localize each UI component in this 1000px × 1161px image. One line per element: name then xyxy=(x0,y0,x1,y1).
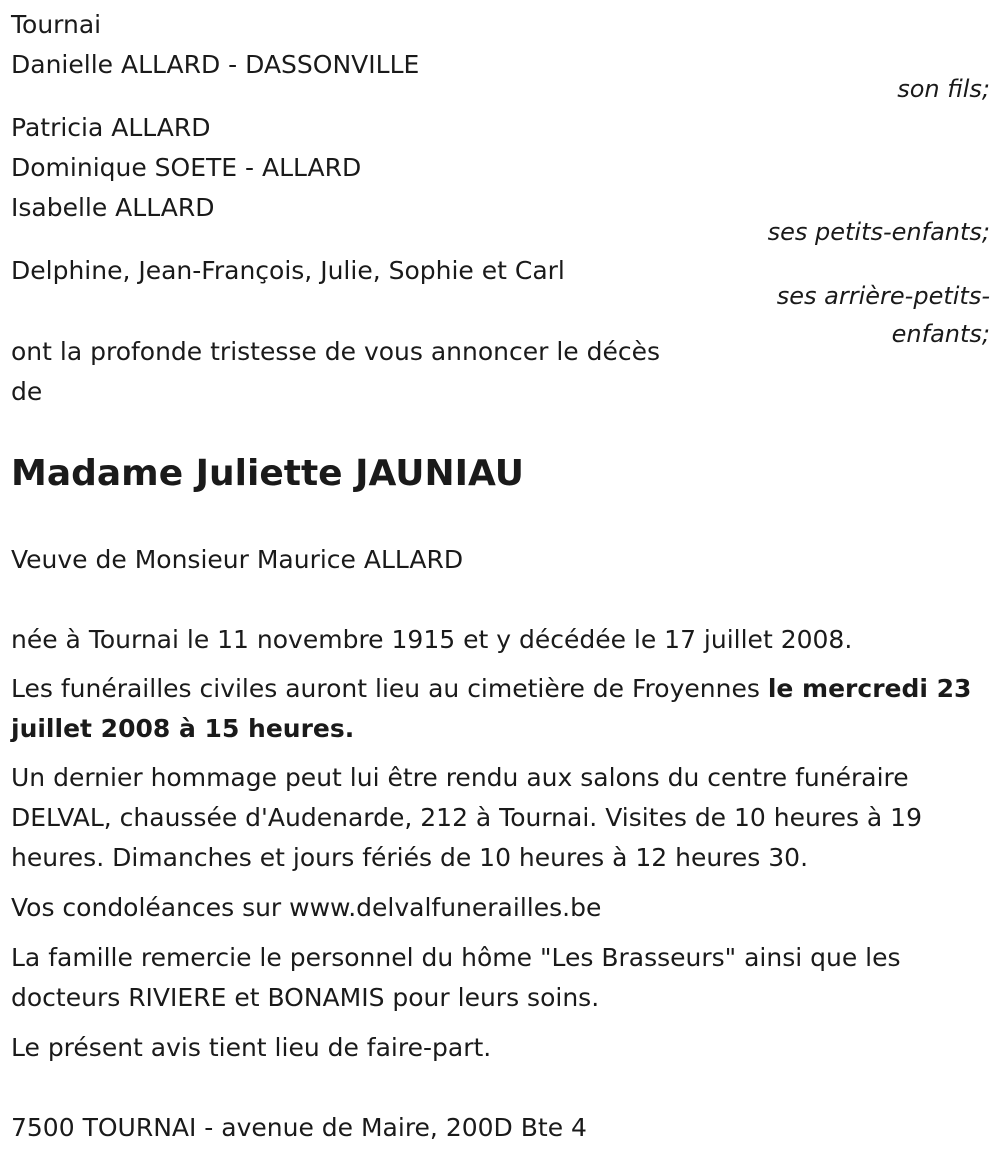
announcement-line: de xyxy=(11,377,43,406)
family-great-grandchildren: Delphine, Jean-François, Julie, Sophie et Carl xyxy=(11,256,565,285)
relation-label-son: son fils; xyxy=(897,75,990,103)
funeral-date: le mercredi 23 juillet 2008 à 15 heures. xyxy=(11,674,972,743)
condolences-info: Vos condoléances sur www.delvalfunerailles.be xyxy=(11,893,602,922)
family-member-grandchild: Isabelle ALLARD xyxy=(11,193,215,222)
notice-info: Le présent avis tient lieu de faire-part. xyxy=(11,1033,492,1062)
family-member-grandchild: Dominique SOETE - ALLARD xyxy=(11,153,362,182)
tribute-info: Un dernier hommage peut lui être rendu aux salons du centre funéraire DELVAL, chaussée d'Audenarde, 212 à Tournai. Visites de 10 heures à 19 heures. Dimanches et jours fériés de 10 heures à 12 heures 30. xyxy=(11,763,922,872)
deceased-name: Madame Juliette JAUNIAU xyxy=(11,453,525,494)
funeral-text: Les funérailles civiles auront lieu au cimetière de Froyennes xyxy=(11,674,768,703)
address: 7500 TOURNAI - avenue de Maire, 200D Bte 4 xyxy=(11,1113,587,1142)
family-member-grandchild: Patricia ALLARD xyxy=(11,113,211,142)
thanks-info: La famille remercie le personnel du hôme "Les Brasseurs" ainsi que les docteurs RIVIERE et BONAMIS pour leurs soins. xyxy=(11,943,901,1012)
relation-label-great-grandchildren-cont: enfants; xyxy=(891,320,990,348)
funeral-info xyxy=(11,669,991,749)
widow-of: Veuve de Monsieur Maurice ALLARD xyxy=(11,545,464,574)
family-city: Tournai xyxy=(11,10,102,39)
birth-death-info: née à Tournai le 11 novembre 1915 et y décédée le 17 juillet 2008. xyxy=(11,625,853,654)
announcement-line: ont la profonde tristesse de vous annoncer le décès xyxy=(11,337,661,366)
relation-label-great-grandchildren: ses arrière-petits- xyxy=(776,282,990,310)
family-member-son-spouse: Danielle ALLARD - DASSONVILLE xyxy=(11,50,420,79)
relation-label-grandchildren: ses petits-enfants; xyxy=(767,218,990,246)
